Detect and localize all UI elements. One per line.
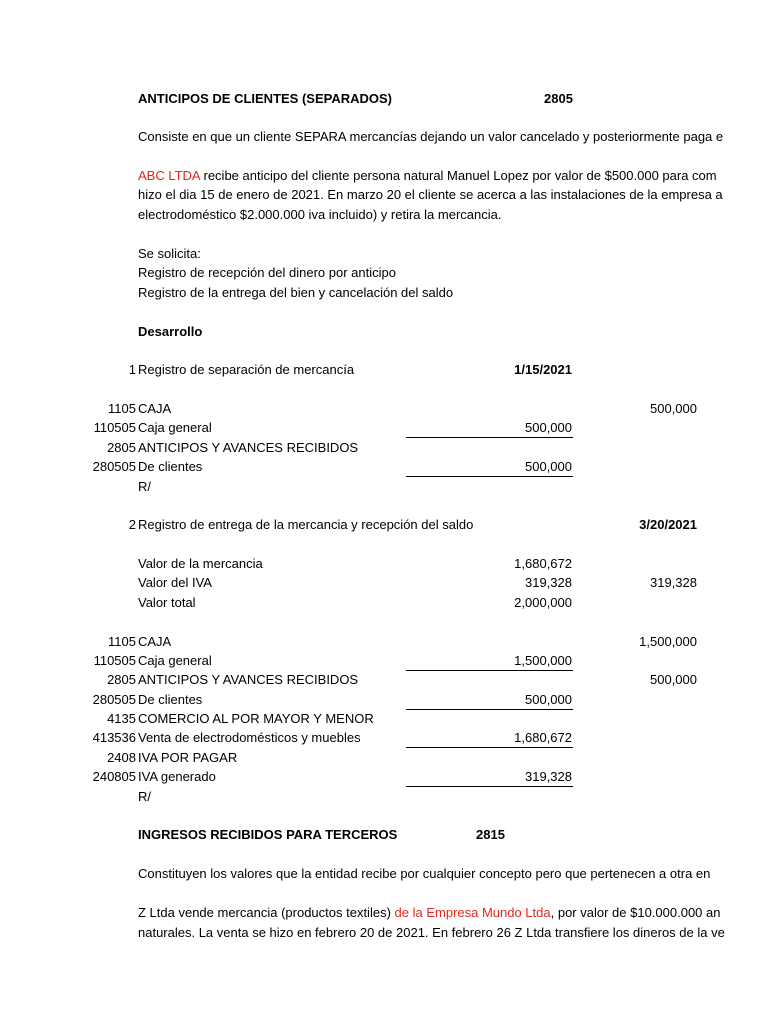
entry-footer: R/ xyxy=(138,789,151,804)
account-code: 2805 xyxy=(544,91,573,106)
account-name: ANTICIPOS Y AVANCES RECIBIDOS xyxy=(138,440,359,455)
intro-text: Consiste en que un cliente SEPARA mercancías dejando un valor cancelado y posteriormente paga e xyxy=(138,129,724,144)
account-code: 110505 xyxy=(93,420,136,435)
case-line-1 xyxy=(138,905,720,921)
account-name: CAJA xyxy=(138,634,172,649)
amount-cell: 1,500,000 xyxy=(514,653,572,668)
entry-date: 1/15/2021 xyxy=(514,362,572,377)
amount-cell: 500,000 xyxy=(525,420,572,435)
account-code: 240805 xyxy=(92,769,136,784)
account-code: 4135 xyxy=(107,711,136,726)
side-amount: 500,000 xyxy=(650,401,697,416)
account-code: 1105 xyxy=(108,401,136,416)
summary-label: Valor de la mercancia xyxy=(138,556,263,571)
account-code: 1105 xyxy=(108,634,136,649)
case-line-1-text: recibe anticipo del cliente persona natural Manuel Lopez por valor de $500.000 para com xyxy=(199,168,717,183)
case-line-1-start: Z Ltda vende mercancia (productos textiles) xyxy=(138,905,395,920)
company-name-highlight: ABC LTDA xyxy=(138,168,200,183)
account-name: ANTICIPOS Y AVANCES RECIBIDOS xyxy=(138,672,359,687)
account-code: 2408 xyxy=(107,750,136,765)
entry-footer: R/ xyxy=(138,479,151,494)
account-name: CAJA xyxy=(138,401,172,416)
entry-label: Registro de separación de mercancía xyxy=(138,362,355,377)
account-name: IVA POR PAGAR xyxy=(138,750,238,765)
account-code: 280505 xyxy=(92,459,136,474)
company-name-highlight: de la Empresa Mundo Ltda xyxy=(394,905,551,920)
underline-border xyxy=(406,670,573,671)
underline-border xyxy=(406,437,573,438)
account-name: IVA generado xyxy=(138,769,216,784)
entry-label: Registro de entrega de la mercancia y recepción del saldo xyxy=(138,517,474,532)
account-name: De clientes xyxy=(138,459,203,474)
account-name: De clientes xyxy=(138,692,203,707)
intro-text: Constituyen los valores que la entidad recibe por cualquier concepto pero que pertenecen a otra en xyxy=(138,866,711,881)
underline-border xyxy=(406,476,573,477)
account-code: 2805 xyxy=(107,672,136,687)
development-heading: Desarrollo xyxy=(138,324,203,339)
summary-amount: 2,000,000 xyxy=(514,595,572,610)
amount-cell: 1,680,672 xyxy=(514,730,572,745)
case-line-1 xyxy=(138,168,717,184)
section-title: ANTICIPOS DE CLIENTES (SEPARADOS) xyxy=(138,91,393,106)
account-name: Caja general xyxy=(138,653,212,668)
entry-number: 2 xyxy=(128,517,136,532)
account-code: 110505 xyxy=(93,653,136,668)
underline-border xyxy=(406,786,573,787)
request-item-2: Registro de la entrega del bien y cancelación del saldo xyxy=(138,285,454,300)
case-line-2: hizo el dia 15 de enero de 2021. En marzo 20 el cliente se acerca a las instalaciones de la empresa a xyxy=(138,187,723,202)
summary-label: Valor del IVA xyxy=(138,575,212,590)
summary-label: Valor total xyxy=(138,595,196,610)
account-code: 2815 xyxy=(476,827,505,842)
case-line-1-end: , por valor de $10.000.000 an xyxy=(550,905,721,920)
underline-border xyxy=(406,709,573,710)
account-name: COMERCIO AL POR MAYOR Y MENOR xyxy=(138,711,374,726)
amount-cell: 500,000 xyxy=(525,459,572,474)
amount-cell: 500,000 xyxy=(525,692,572,707)
amount-cell: 319,328 xyxy=(525,769,572,784)
account-code: 280505 xyxy=(92,692,136,707)
side-amount: 1,500,000 xyxy=(639,634,697,649)
request-title: Se solicita: xyxy=(138,246,201,261)
side-amount: 319,328 xyxy=(650,575,697,590)
request-item-1: Registro de recepción del dinero por anticipo xyxy=(138,265,396,280)
underline-border xyxy=(406,747,573,748)
account-code: 413536 xyxy=(92,730,136,745)
account-name: Caja general xyxy=(138,420,212,435)
case-line-2: naturales. La venta se hizo en febrero 20 de 2021. En febrero 26 Z Ltda transfiere los dineros de la ve xyxy=(138,925,725,940)
entry-number: 1 xyxy=(128,362,136,377)
side-amount: 500,000 xyxy=(650,672,697,687)
account-code: 2805 xyxy=(107,440,136,455)
entry-date: 3/20/2021 xyxy=(639,517,697,532)
case-line-3: electrodoméstico $2.000.000 iva incluido) y retira la mercancia. xyxy=(138,207,502,222)
summary-amount: 319,328 xyxy=(525,575,572,590)
summary-amount: 1,680,672 xyxy=(514,556,572,571)
section-title: INGRESOS RECIBIDOS PARA TERCEROS xyxy=(138,827,398,842)
account-name: Venta de electrodomésticos y muebles xyxy=(138,730,361,745)
